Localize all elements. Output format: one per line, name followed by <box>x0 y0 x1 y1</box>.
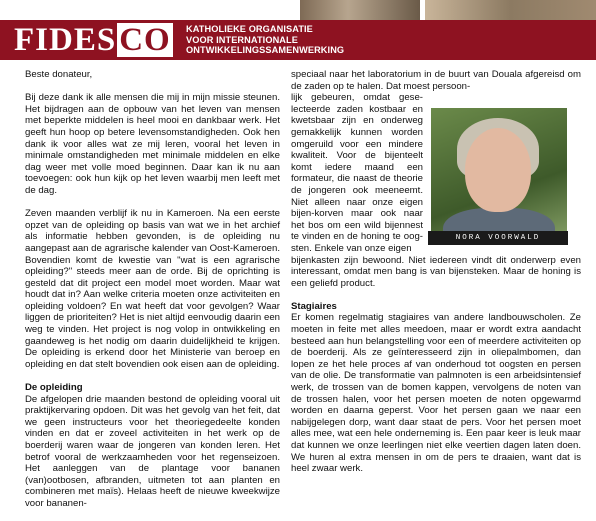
header-photo-1 <box>300 0 420 20</box>
portrait-photo <box>431 108 567 244</box>
left-column <box>25 69 280 521</box>
tagline-line: KATHOLIEKE ORGANISATIE <box>186 24 313 34</box>
organisation-tagline <box>186 24 344 56</box>
fidesco-logo <box>14 21 173 59</box>
logo-highlight: CO <box>119 22 171 58</box>
portrait-face <box>465 128 531 212</box>
paragraph: Er komen regelmatig stagiaires van andere landbouwscholen. Ze moeten in feite met alles meedoen, maar er wordt extra aandacht besteed aan hun belangstelling voor een of meerdere activiteiten op de boerderij. Als ze geïnteresseerd zijn in oliepalmbomen, dan lopen ze het hele proces af van onderhoud tot oogsten en persen van de olie. De transformatie van palmnoten is een arbeidsintensief werk, de trossen van de bomen kappen, vervolgens de noten van de trossen halen, voor het persen moeten de noten opgewarmd worden en daarna geperst. Voor het persen gaan we naar een nabijgelegen dorp, want daar staat de pers. Voor het persen moet alles mee, wat een hele onderneming is. Een paar keer is leuk maar dat kunnen we onze leerlingen niet elke veertien dagen laten doen. We huren al extra mensen in om de pers te draaien, want dat is heel zwaar werk. <box>291 312 581 475</box>
greeting: Beste donateur, <box>25 69 93 80</box>
section-heading: De opleiding <box>25 382 83 394</box>
section-heading: Stagiaires <box>291 300 337 312</box>
paragraph: bijenkasten zijn bewoond. Niet iedereen vindt dit onderwerp even interessant, omdat men bang is van bijensteken. Maar de honing is een geliefd product. <box>291 254 581 289</box>
paragraph: De afgelopen drie maanden bestond de opleiding vooral uit praktijkervaring opdoen. Dit was het gevolg van het feit, dat we geen instructeurs voor het theoriegedeelte konden vinden en dat er zoveel activiteiten in het werk op de boerderij waren waar de jongeren van konden leren. Het betrof vooral de werkzaamheden voor het regenseizoen. Het aanleggen van de plantage voor bananen (van)ootbosen, afbranden, uitmeten tot aan planten en combineren met maïs). Helaas heeft de nieuwe kweekwijze voor bananen- <box>25 393 280 509</box>
paragraph-top: speciaal naar het laboratorium in de buurt van Douala afgereisd om de zaden op te halen. Dat moest persoon- <box>291 69 581 92</box>
photo-caption: NORA VOORWALD <box>428 231 568 245</box>
paragraph: Zeven maanden verblijf ik nu in Kameroen. Na een eerste opzet van de opleiding op basis van wat we in het archief als informatie hebben gevonden, is de opleiding nu aangepast aan de agrarische kalender van Oost-Kameroen. Bovendien komt de kwestie van "wat is een agrarische opleiding?" steeds meer aan de orde. Bij de oprichting is gesteld dat dit project een model moet worden. Maar wat houdt dat in? Aan welke criteria moeten onze activiteiten en opleiding voldoen? En wat heeft dat voor gevolgen? Waar liggen de prioriteiten? Het is niet altijd eenvoudig daarin een weg te vinden. Het project is nog volop in ontwikkeling en gaandeweg is het nodig om daarin duidelijkheid te krijgen. De opleiding is erkend door het Ministerie van beroep en opleiding en dat stelt bovendien ook eisen aan de opleiding. <box>25 208 280 370</box>
tagline-line: ONTWIKKELINGSSAMENWERKING <box>186 45 345 55</box>
logo-main: FIDES <box>14 22 117 58</box>
header-photo-2 <box>425 0 596 20</box>
header-photo-strip <box>0 0 596 22</box>
paragraph: Bij deze dank ik alle mensen die mij in mijn missie steunen. Het bijdragen aan de opbouw van het leven van mensen met beperkte middelen is heel mooi en dankbaar werk. Het geeft hun hoop op betere levensomstandigheden. Ook hen dank ik voor alles wat ze mij leren, vooral het leven in minimale omstandigheden met minimale middelen en elke dag weer met volle moed beginnen. Daar kan ik nu aan toevoegen: ook hun kijk op het leven waarbij men leeft met de dag. <box>25 92 280 196</box>
tagline-line: VOOR INTERNATIONALE <box>186 34 298 45</box>
paragraph-wrap: lijk gebeuren, omdat gese-lecteerde zaden kostbaar en kwetsbaar zijn en onderweg gemakkelijk kunnen worden omgeruild voor een mindere kwaliteit. Voor de bijenteelt komt iedere maand een formateur, die naast de theorie de jongeren ook meeneemt. Niet alleen naar onze eigen bijen-korven maar ook naar het bos om een wild bijennest te vinden en de honing te oog-sten. Enkele van onze eigen <box>291 92 423 254</box>
